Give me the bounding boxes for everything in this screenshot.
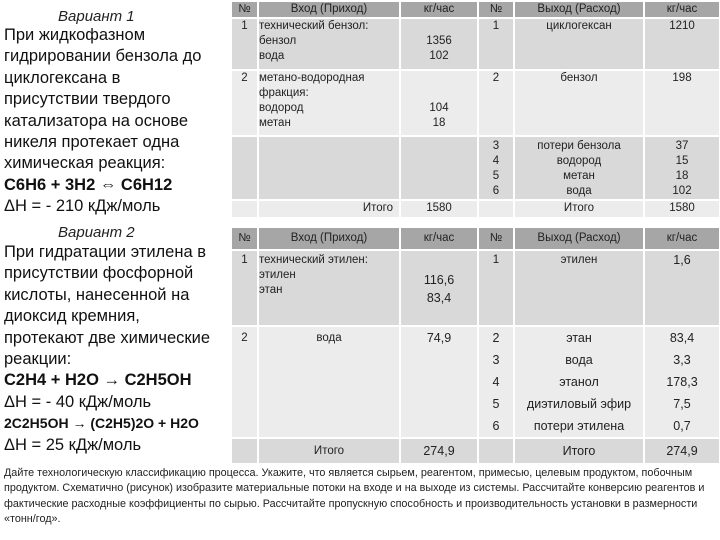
cell-output: бензол — [514, 70, 644, 136]
cell-input: технический этилен: этилен этан — [258, 250, 400, 326]
cell-output-total: 1580 — [644, 200, 720, 218]
table-total-row — [232, 200, 720, 218]
cell-output-total-label: Итого — [514, 438, 644, 464]
variant2-line: присутствии фосфорной — [4, 264, 194, 283]
variant2-description — [4, 242, 210, 456]
cell-input-kg: 116,6 83,4 — [400, 250, 478, 326]
cell-output-kg: 198 — [644, 70, 720, 136]
cell-output-kg: 83,4 3,3 178,3 7,5 0,7 — [644, 326, 720, 438]
header-cell: Выход (Расход) — [514, 228, 644, 250]
table-row — [232, 70, 720, 136]
table-header-row — [232, 2, 720, 18]
variant2-line: диоксид кремния, — [4, 307, 140, 326]
cell-num — [232, 438, 258, 464]
cell-input-kg — [400, 136, 478, 200]
cell-num: 1 — [232, 18, 258, 70]
variant1-description — [4, 25, 201, 218]
cell-out-num — [478, 438, 514, 464]
variant2-line: При гидратации этилена в — [4, 243, 206, 261]
header-cell: Вход (Приход) — [258, 228, 400, 250]
table-row — [232, 250, 720, 326]
cell-out-num — [478, 200, 514, 218]
cell-output-total: 274,9 — [644, 438, 720, 464]
variant2-enthalpy1: ΔH = - 40 кДж/моль — [4, 392, 152, 411]
header-cell: кг/час — [644, 2, 720, 18]
variant2-title: Вариант 2 — [58, 224, 135, 241]
cell-input-total-label: Итого — [258, 438, 400, 464]
cell-input-kg: 104 18 — [400, 70, 478, 136]
cell-output-kg: 1210 — [644, 18, 720, 70]
cell-num — [232, 136, 258, 200]
cell-input — [258, 136, 400, 200]
cell-input-total: 1580 — [400, 200, 478, 218]
cell-output-kg: 1,6 — [644, 250, 720, 326]
header-cell: № — [478, 228, 514, 250]
cell-input: метано-водородная фракция: водород метан — [258, 70, 400, 136]
cell-output: потери бензола водород метан вода — [514, 136, 644, 200]
cell-input: технический бензол: бензол вода — [258, 18, 400, 70]
cell-output-kg: 37 15 18 102 — [644, 136, 720, 200]
cell-out-num: 2 3 4 5 6 — [478, 326, 514, 438]
variant1-line: катализатора на основе — [4, 111, 188, 130]
task-text: Дайте технологическую классификацию процесса. Укажите, что является сырьем, реагентом, примесью, целевым продуктом, побочным продуктом. Схематично (рисунок) изобразите материальные потоки на входе и на выходе из системы. Рассчитайте конверсию реагентов и фактические расходные коэффициенты по сырью. Рассчитайте пропускную способность и производительность установки в размерности «тонн/год». — [4, 467, 705, 525]
cell-input: вода — [258, 326, 400, 438]
variant1-line: химическая реакция: — [4, 154, 166, 173]
variant2-line: кислоты, нанесенной на — [4, 285, 190, 304]
variant2-reaction1: C2H4 + H2O → C2H5OH — [4, 371, 192, 390]
cell-input-total: 274,9 — [400, 438, 478, 464]
header-cell: № — [232, 2, 258, 18]
header-cell: кг/час — [400, 228, 478, 250]
variant1-title: Вариант 1 — [58, 8, 135, 25]
variant1-line: никеля протекает одна — [4, 133, 180, 152]
header-cell: кг/час — [400, 2, 478, 18]
variant2-reaction2: 2C2H5OH → (C2H5)2O + H2O — [4, 415, 199, 432]
header-cell: № — [232, 228, 258, 250]
cell-num: 1 — [232, 250, 258, 326]
balance-table-2 — [232, 228, 720, 465]
cell-output-total-label: Итого — [514, 200, 644, 218]
variant1-line: циклогексана в — [4, 68, 121, 87]
cell-out-num: 1 — [478, 18, 514, 70]
header-cell: Выход (Расход) — [514, 2, 644, 18]
cell-input-kg: 74,9 — [400, 326, 478, 438]
table-row — [232, 136, 720, 200]
table-row — [232, 326, 720, 438]
variant1-line: гидрировании бензола до — [4, 47, 202, 66]
header-cell: Вход (Приход) — [258, 2, 400, 18]
variant1-line: При жидкофазном — [4, 26, 146, 44]
variant2-line: реакции: — [4, 350, 72, 369]
header-cell: № — [478, 2, 514, 18]
cell-out-num: 2 — [478, 70, 514, 136]
cell-num: 2 — [232, 70, 258, 136]
cell-out-num: 3 4 5 6 — [478, 136, 514, 200]
cell-num — [232, 200, 258, 218]
variant2-line: протекают две химические — [4, 328, 211, 347]
cell-output: этилен — [514, 250, 644, 326]
variant2-enthalpy2: ΔH = 25 кДж/моль — [4, 435, 142, 454]
table-row — [232, 18, 720, 70]
variant1-enthalpy: ΔH = - 210 кДж/моль — [4, 197, 161, 216]
table-header-row — [232, 228, 720, 250]
balance-table-1 — [232, 2, 720, 219]
cell-output: циклогексан — [514, 18, 644, 70]
cell-input-kg: 1356 102 — [400, 18, 478, 70]
cell-num: 2 — [232, 326, 258, 438]
cell-input-total-label: Итого — [258, 200, 400, 218]
variant1-reaction: C6H6 + 3H2 ⇔ C6H12 — [4, 175, 173, 194]
cell-out-num: 1 — [478, 250, 514, 326]
variant1-line: присутствии твердого — [4, 90, 171, 109]
header-cell: кг/час — [644, 228, 720, 250]
table-total-row — [232, 438, 720, 464]
cell-output: этан вода этанол диэтиловый эфир потери этилена — [514, 326, 644, 438]
